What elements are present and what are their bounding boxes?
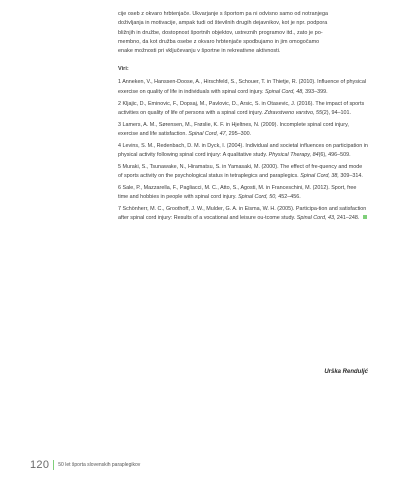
reference-number: 1 <box>118 79 121 86</box>
reference-list <box>118 78 368 223</box>
intro-line: cije oseb z okvaro hrbtenjače. Ukvarjanje s športom pa ni odvisno samo od notranjega <box>118 11 329 17</box>
reference-text: Levins, S. M., Redenbach, D. M. in Dyck, I. (2004). Individual and societal influences on participation in physical activity following spinal cord injury: A qualitative study. <box>118 142 368 159</box>
reference-pages: 309–314. <box>338 173 363 180</box>
reference-text: Anneken, V., Hanssen-Doose, A., Hirschfeld, S., Schouer, T. in Thietje, R. (2010). Influence of physical exercise on quality of life in individuals with spinal cord injury. <box>118 79 367 95</box>
text-column <box>118 10 368 226</box>
reference-journal: Spinal Cord, 48, <box>265 88 304 95</box>
reference-item <box>118 184 368 203</box>
intro-line: membno, da kot družba osebe z okvaro hrbtenjače spodbujamo in jim omogočamo <box>118 38 320 45</box>
reference-journal: Spinal Cord, 43, <box>296 215 336 222</box>
reference-text: Lamers, A. M., Sørensen, M., Frøslie, K. F. in Hjeltnes, N. (2009). Incomplete spinal cord injury, exercise and life satisfaction. <box>118 121 349 137</box>
page-number: 120 <box>30 459 50 471</box>
reference-item <box>118 142 368 161</box>
end-of-article-mark <box>363 215 367 219</box>
reference-pages: 393–399. <box>303 88 328 95</box>
reference-item <box>118 205 368 224</box>
reference-pages: 452–456. <box>276 194 301 201</box>
reference-number: 4 <box>118 142 121 149</box>
reference-journal: Spinal Cord, 38, <box>300 173 339 180</box>
reference-number: 7 <box>118 206 121 213</box>
reference-journal: Spinal Cord, 47, <box>188 130 228 137</box>
reference-journal: Physical Therapy, 84 <box>268 152 319 159</box>
reference-item <box>118 100 368 119</box>
reference-journal: Spinal Cord, 50, <box>238 194 277 201</box>
reference-text: Kljajic, D., Eminovic, F., Dopsaj, M., Pavlovic, D., Arsic, S. in Otasevic, J. (2016). The impact of sports activities on quality of life of persons with a spinal cord injury. <box>118 100 365 116</box>
reference-number: 6 <box>118 184 121 191</box>
page-footer <box>30 459 140 471</box>
reference-text: Schönherr, M. C., Groothoff, J. W., Mulder, G. A. in Eisma, W. H. (2005). Participa-tion and satisfaction after spinal cord injury: Results of a vocational and leisure ou-tcome study. <box>118 206 367 222</box>
reference-number: 2 <box>118 100 121 107</box>
publication-title: 50 let športa slovenskih paraplegikov <box>58 462 141 468</box>
reference-text: Sale, P., Mazzarella, F., Pagliacci, M. C., Atto, S., Agosti, M. in Franceschini, M. (2012). Sport, free time and hobbies in people with spinal cord injury. <box>118 184 357 201</box>
reference-pages: (6), 496–509. <box>318 152 351 159</box>
reference-pages: 295–300. <box>227 130 252 137</box>
reference-item <box>118 163 368 182</box>
reference-pages: (2), 94–101. <box>321 109 352 116</box>
footer-divider <box>53 460 54 470</box>
reference-number: 3 <box>118 121 121 128</box>
reference-text: Muraki, S., Tsunawake, N., Hiramatsu, S. in Yamasaki, M. (2000). The effect of fre-quency and mode of sports activity on the psychological status in tetraplegics and paraplegics. <box>118 163 363 180</box>
intro-line: doživljanja in motivacije, ampak tudi od številnih drugih dejavnikov, kot je npr. podpora <box>118 20 328 27</box>
sources-heading: Viri: <box>118 66 129 73</box>
reference-journal: Zdravstveno varstvo, 55 <box>264 109 322 116</box>
reference-number: 5 <box>118 163 121 170</box>
intro-line: enake možnosti pri vključevanju v športne in rekreativne aktivnosti. <box>118 48 281 55</box>
intro-paragraph <box>118 10 368 56</box>
reference-pages: 241–248. <box>335 215 360 222</box>
intro-line: bližnjih in družbe, dostopnost športnih objektov, ustreznih programov itd., zato je po- <box>118 29 323 36</box>
author-signature: Urška Renduljć <box>324 369 368 375</box>
reference-item <box>118 121 368 140</box>
reference-item <box>118 78 368 97</box>
